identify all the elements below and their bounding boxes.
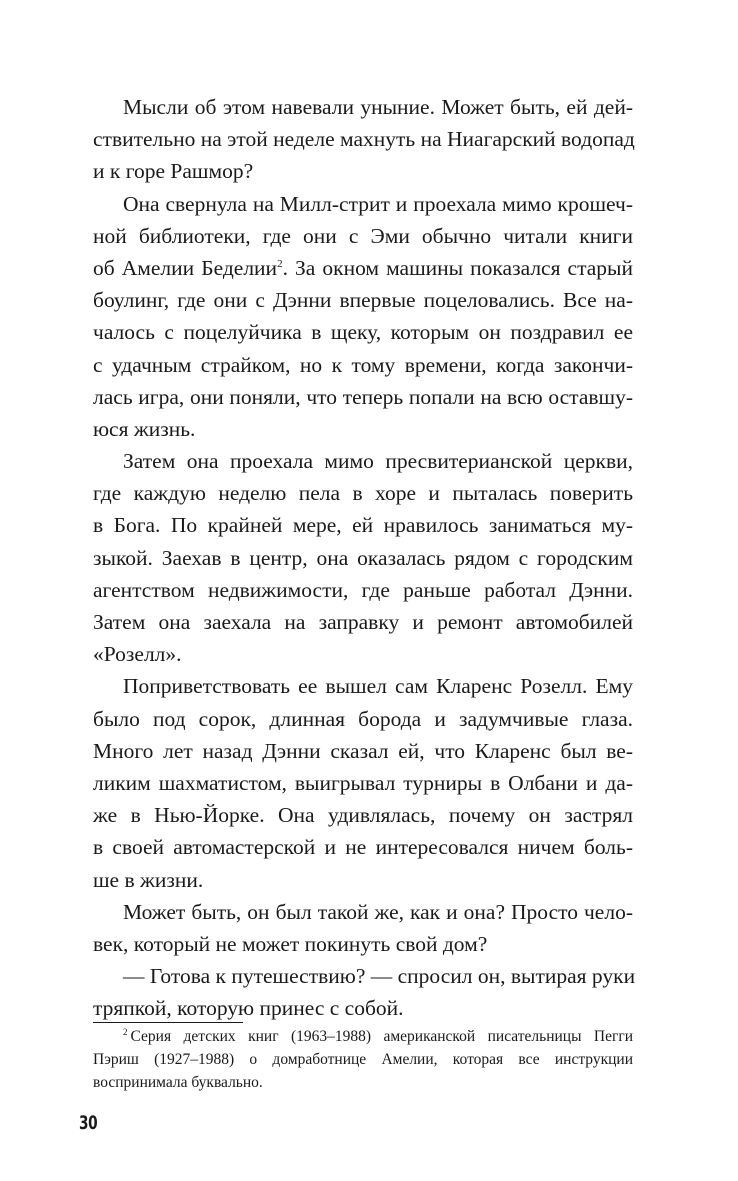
text-fragment: об Амелии Беделии <box>93 255 278 280</box>
footnote-divider <box>93 1022 243 1023</box>
text-line: Может быть, он был такой же, как и она? Просто чело- <box>123 899 633 924</box>
text-line: век, который не может покинуть свой дом? <box>93 931 488 956</box>
text-fragment: . За окном машины показался старый <box>282 255 633 280</box>
text-line: боулинг, где они с Дэнни впервые поцеловались. Все на- <box>93 288 633 313</box>
text-line: Мысли об этом навевали уныние. Может быть, ей дей- <box>123 95 633 119</box>
text-line: ствительно на этой неделе махнуть на Ниагарский водопад <box>93 127 635 152</box>
text-line: чалось с поцелуйчика в щеку, которым он поздравил ее <box>93 320 633 345</box>
text-line: было под сорок, длинная борода и задумчивые глаза. <box>93 706 633 731</box>
text-line: в своей автомастерской и не интересовался ничем боль- <box>93 835 633 860</box>
text-line: «Розелл». <box>93 642 182 667</box>
text-line: — Готова к путешествию? — спросил он, вытирая руки <box>123 964 636 989</box>
footnote-mark: 2 <box>123 1026 128 1037</box>
text-line: зыкой. Заехав в центр, она оказалась рядом с городским <box>93 545 633 570</box>
footnote-line: воспринимала буквально. <box>93 1074 263 1091</box>
text-line: с удачным страйком, но к тому времени, когда закончи- <box>93 352 633 377</box>
text-line: ше в жизни. <box>93 867 204 892</box>
text-line: Она свернула на Милл-стрит и проехала мимо крошеч- <box>123 191 633 216</box>
text-line: ной библиотеки, где они с Эми обычно читали книги <box>93 223 633 248</box>
text-line: в Бога. По крайней мере, ей нравилось заниматься му- <box>93 513 633 538</box>
footnote-line <box>93 1025 633 1048</box>
text-line: где каждую неделю пела в хоре и пыталась поверить <box>93 481 633 506</box>
text-line-with-footnote-ref <box>93 252 633 284</box>
footnote-line: Пэриш (1927–1988) о домработнице Амелии, которая все инструкции <box>93 1051 633 1068</box>
footnote-text: Серия детских книг (1963–1988) американской писательницы Пегги <box>130 1028 633 1045</box>
text-line: Затем она заехала на заправку и ремонт автомобилей <box>93 610 633 634</box>
text-line: лась игра, они поняли, что теперь попали на всю оставшу- <box>93 384 633 409</box>
footnote <box>93 1025 633 1094</box>
text-line: Затем она проехала мимо пресвитерианской церкви, <box>123 449 633 474</box>
text-line: Поприветствовать ее вышел сам Кларенс Розелл. Ему <box>123 674 633 699</box>
text-line: же в Нью-Йорке. Она удивлялась, почему он застрял <box>93 803 633 828</box>
page-number: 30 <box>79 1112 98 1134</box>
text-line: юся жизнь. <box>93 416 196 441</box>
footnote-reference: 2 <box>277 257 283 270</box>
text-line: агентством недвижимости, где раньше работал Дэнни. <box>93 577 633 602</box>
text-line: Много лет назад Дэнни сказал ей, что Кларенс был ве- <box>93 738 633 763</box>
text-line: тряпкой, которую принес с собой. <box>93 996 404 1021</box>
text-line: ликим шахматистом, выигрывал турниры в Олбани и да- <box>93 770 633 795</box>
body-text <box>93 91 636 1024</box>
text-line: и к горе Рашмор? <box>93 159 254 184</box>
